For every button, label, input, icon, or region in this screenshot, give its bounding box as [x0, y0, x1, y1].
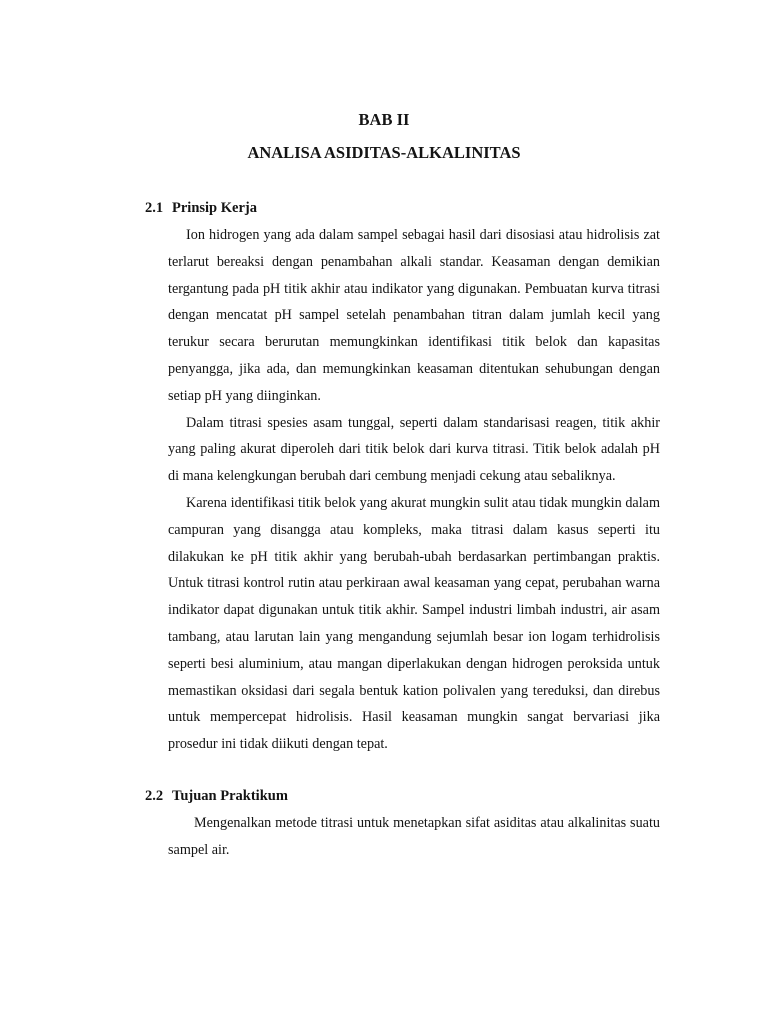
section-body-tujuan-praktikum [168, 810, 660, 864]
chapter-title: ANALISA ASIDITAS-ALKALINITAS [247, 143, 521, 162]
paragraph: Ion hidrogen yang ada dalam sampel sebagai hasil dari disosiasi atau hidrolisis zat terlarut bereaksi dengan penambahan alkali standar. Keasaman dengan demikian tergantung pada pH titik akhir atau indikator yang digunakan. Pembuatan kurva titrasi dengan mencatat pH sampel setelah penambahan titran dalam jumlah kecil yang terukur secara berurutan memungkinkan identifikasi titik belok dan kapasitas penyangga, jika ada, dan memungkinkan keasaman ditentukan sehubungan dengan setiap pH yang diinginkan. [168, 227, 660, 404]
section-number: 2.1 [145, 200, 164, 216]
section-title: Prinsip Kerja [172, 200, 257, 216]
section-heading-prinsip-kerja [145, 199, 257, 217]
paragraph: Mengenalkan metode titrasi untuk menetapkan sifat asiditas atau alkalinitas suatu sampel air. [168, 815, 660, 858]
paragraph: Dalam titrasi spesies asam tunggal, seperti dalam standarisasi reagen, titik akhir yang paling akurat diperoleh dari titik belok dari kurva titrasi. Titik belok adalah pH di mana kelengkungan berubah dari cembung menjadi cekung atau sebaliknya. [168, 414, 660, 485]
section-number: 2.2 [145, 788, 164, 804]
paragraph: Karena identifikasi titik belok yang akurat mungkin sulit atau tidak mungkin dalam campuran yang disangga atau kompleks, maka titrasi dalam kasus seperti itu dilakukan ke pH titik akhir yang berubah-ubah berdasarkan pertimbangan praktis. Untuk titrasi kontrol rutin atau perkiraan awal keasaman yang cepat, perubahan warna indikator dapat digunakan untuk titik akhir. Sampel industri limbah industri, air asam tambang, atau larutan lain yang mengandung sejumlah besar ion logam terhidrolisis seperti besi aluminium, atau mangan diperlakukan dengan hidrogen peroksida untuk memastikan oksidasi dari segala bentuk kation polivalen yang tereduksi, dan direbus untuk mempercepat hidrolisis. Hasil keasaman mungkin sangat bervariasi jika prosedur ini tidak diikuti dengan tepat. [168, 494, 660, 753]
section-heading-tujuan-praktikum [145, 787, 288, 805]
chapter-label: BAB II [358, 110, 410, 129]
section-title: Tujuan Praktikum [172, 788, 288, 804]
section-body-prinsip-kerja [168, 222, 660, 758]
